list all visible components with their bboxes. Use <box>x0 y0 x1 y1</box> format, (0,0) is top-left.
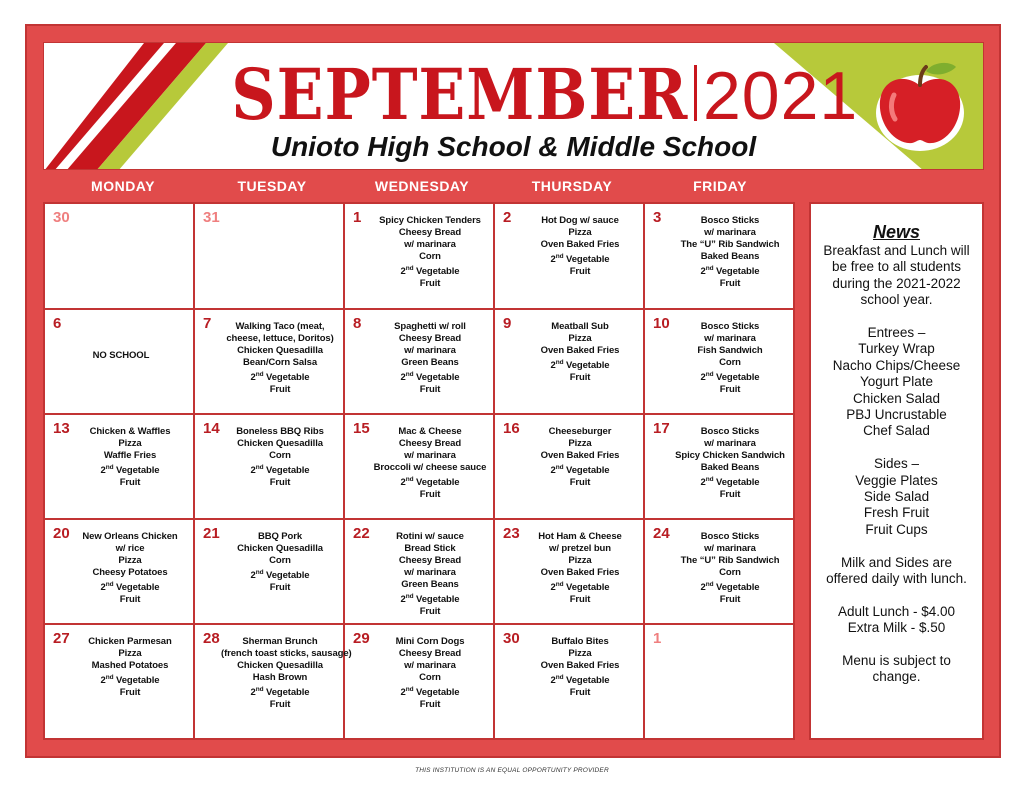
day-menu <box>521 636 639 699</box>
menu-item: Pizza <box>118 555 142 566</box>
menu-item: Fruit <box>419 699 441 711</box>
news-line: Side Salad <box>863 489 930 505</box>
menu-item: Corn <box>419 672 441 683</box>
news-line: Breakfast and Lunch will <box>823 243 970 258</box>
menu-item: 2nd Vegetable <box>550 674 610 687</box>
weekday-header-tuesday: TUESDAY <box>237 178 307 194</box>
menu-item: Fruit <box>569 372 591 384</box>
menu-item: Chicken Quesadilla <box>237 345 323 356</box>
menu-item: Bosco Sticks <box>700 215 760 226</box>
day-number: 7 <box>203 315 212 332</box>
menu-item: Corn <box>419 251 441 262</box>
menu-item: w/ marinara <box>404 450 456 461</box>
menu-item: NO SCHOOL <box>92 350 150 361</box>
menu-item: Cheesy Bread <box>398 648 462 659</box>
menu-item: Boneless BBQ Ribs <box>236 426 324 437</box>
menu-item: 2nd Vegetable <box>700 371 760 384</box>
menu-item: Pizza <box>568 227 592 238</box>
calendar-grid <box>43 202 795 740</box>
menu-item: Meatball Sub <box>551 321 609 332</box>
menu-item: Mashed Potatoes <box>91 660 169 671</box>
day-number: 1 <box>653 630 662 647</box>
day-cell <box>45 625 195 738</box>
menu-item: Hot Ham & Cheese <box>538 531 622 542</box>
news-panel <box>809 202 984 740</box>
menu-item: Fruit <box>419 384 441 396</box>
menu-item: 2nd Vegetable <box>400 371 460 384</box>
menu-item: 2nd Vegetable <box>100 581 160 594</box>
day-menu <box>521 531 639 606</box>
menu-item: Oven Baked Fries <box>540 660 620 671</box>
menu-item: Fruit <box>569 477 591 489</box>
day-number: 15 <box>353 420 370 437</box>
news-title: News <box>872 222 921 242</box>
menu-item: w/ marinara <box>404 345 456 356</box>
day-menu <box>671 531 789 606</box>
day-number: 22 <box>353 525 370 542</box>
menu-item: w/ marinara <box>404 660 456 671</box>
menu-item: 2nd Vegetable <box>100 464 160 477</box>
news-line: Menu is subject to <box>842 653 951 669</box>
menu-item: Walking Taco (meat, <box>235 321 325 332</box>
day-menu <box>371 215 489 290</box>
day-number: 30 <box>53 209 70 226</box>
day-menu <box>671 321 789 396</box>
menu-item: Chicken Quesadilla <box>237 438 323 449</box>
menu-item: Fruit <box>119 477 141 489</box>
menu-item: Green Beans <box>401 357 459 368</box>
apple-icon <box>864 55 974 155</box>
menu-item: Corn <box>719 567 741 578</box>
menu-item: Bosco Sticks <box>700 321 760 332</box>
news-line: Adult Lunch - $4.00 <box>837 603 956 619</box>
menu-item: 2nd Vegetable <box>250 464 310 477</box>
menu-item: Chicken Parmesan <box>88 636 172 647</box>
menu-item: Hash Brown <box>252 672 308 683</box>
menu-item: 2nd Vegetable <box>400 686 460 699</box>
news-line <box>815 440 978 456</box>
menu-item: Fruit <box>419 278 441 290</box>
news-line: Extra Milk - $.50 <box>847 620 946 636</box>
menu-item: Oven Baked Fries <box>540 345 620 356</box>
day-number: 3 <box>653 209 662 226</box>
weekday-header-thursday: THURSDAY <box>531 178 613 194</box>
menu-item: Pizza <box>568 438 592 449</box>
day-menu <box>221 321 339 396</box>
day-number: 23 <box>503 525 520 542</box>
news-line: offered daily with lunch. <box>826 571 967 587</box>
day-cell <box>195 625 352 738</box>
menu-item: Sherman Brunch <box>242 636 318 647</box>
day-menu <box>671 426 789 501</box>
day-menu <box>521 215 639 278</box>
day-number: 6 <box>53 315 62 332</box>
menu-item: Oven Baked Fries <box>540 239 620 250</box>
day-cell <box>495 204 645 310</box>
weekday-header-monday: MONDAY <box>91 178 155 194</box>
news-line: school year. <box>860 292 933 308</box>
day-number: 17 <box>653 420 670 437</box>
menu-item: Mini Corn Dogs <box>395 636 465 647</box>
menu-item: Fruit <box>569 594 591 606</box>
menu-item: Corn <box>269 450 291 461</box>
menu-item: Pizza <box>568 333 592 344</box>
menu-item: 2nd Vegetable <box>250 569 310 582</box>
menu-item: Bean/Corn Salsa <box>243 357 317 368</box>
day-menu <box>71 426 189 489</box>
menu-item: Fruit <box>119 594 141 606</box>
menu-item: Bread Stick <box>404 543 456 554</box>
menu-item: Fruit <box>569 266 591 278</box>
news-line: Fresh Fruit <box>863 505 930 521</box>
menu-item: w/ marinara <box>404 567 456 578</box>
day-number: 30 <box>503 630 520 647</box>
day-menu <box>221 531 339 594</box>
menu-item: Fruit <box>719 489 741 501</box>
menu-item: Baked Beans <box>700 251 760 262</box>
day-cell <box>195 204 345 310</box>
menu-item: Pizza <box>118 438 142 449</box>
day-menu <box>371 531 489 618</box>
menu-item: Waffle Fries <box>103 450 157 461</box>
menu-item: w/ marinara <box>704 333 756 344</box>
menu-item: 2nd Vegetable <box>250 686 310 699</box>
menu-item: Oven Baked Fries <box>540 567 620 578</box>
menu-item: Buffalo Bites <box>551 636 609 647</box>
day-cell <box>645 204 793 310</box>
title-year: 2021 <box>702 58 859 134</box>
day-number: 1 <box>353 209 362 226</box>
school-name: Unioto High School & Middle School <box>270 131 757 162</box>
menu-item: Spaghetti w/ roll <box>394 321 466 332</box>
day-cell <box>345 204 495 310</box>
day-menu <box>53 350 189 362</box>
menu-item: cheese, lettuce, Doritos) <box>226 333 334 344</box>
news-line: during the 2021-2022 <box>832 275 961 291</box>
page-title <box>44 53 983 136</box>
news-line: Veggie Plates <box>855 472 938 488</box>
menu-item: Spicy Chicken Tenders <box>379 215 481 226</box>
day-cell <box>45 415 195 520</box>
day-cell <box>495 625 645 738</box>
menu-item: 2nd Vegetable <box>700 265 760 278</box>
day-menu <box>371 426 489 501</box>
day-cell <box>495 415 645 520</box>
menu-item: The “U” Rib Sandwich <box>680 239 780 250</box>
menu-item: Cheesy Bread <box>398 555 462 566</box>
menu-item: BBQ Pork <box>257 531 303 542</box>
menu-item: Fruit <box>269 582 291 594</box>
menu-item: w/ marinara <box>704 227 756 238</box>
menu-item: The “U” Rib Sandwich <box>680 555 780 566</box>
news-line <box>815 309 978 325</box>
day-cell <box>195 520 345 625</box>
day-menu <box>371 321 489 396</box>
weekday-header-friday: FRIDAY <box>693 178 747 194</box>
menu-item: Chicken Quesadilla <box>237 660 323 671</box>
day-menu <box>221 426 339 489</box>
calendar-header <box>43 42 984 170</box>
menu-item: Mac & Cheese <box>398 426 462 437</box>
day-cell <box>45 204 195 310</box>
menu-item: 2nd Vegetable <box>550 464 610 477</box>
day-menu <box>521 321 639 384</box>
menu-item: Fruit <box>719 594 741 606</box>
menu-item: Green Beans <box>401 579 459 590</box>
menu-item: Broccoli w/ cheese sauce <box>373 462 487 473</box>
news-line: Sides – <box>873 456 920 472</box>
menu-item: w/ marinara <box>704 438 756 449</box>
day-cell <box>345 625 495 738</box>
menu-item: 2nd Vegetable <box>550 581 610 594</box>
news-line: change. <box>872 669 921 685</box>
day-number: 2 <box>503 209 512 226</box>
day-cell <box>645 520 793 625</box>
menu-item: 2nd Vegetable <box>700 581 760 594</box>
menu-item: w/ marinara <box>404 239 456 250</box>
day-number: 14 <box>203 420 220 437</box>
menu-item: Baked Beans <box>700 462 760 473</box>
menu-item: Oven Baked Fries <box>540 450 620 461</box>
day-cell <box>495 310 645 415</box>
menu-item: Pizza <box>568 648 592 659</box>
menu-item: Cheesy Bread <box>398 227 462 238</box>
menu-item: Fruit <box>419 606 441 618</box>
news-line: Yogurt Plate <box>859 374 934 390</box>
menu-item: 2nd Vegetable <box>400 265 460 278</box>
news-line: Fruit Cups <box>865 521 928 537</box>
menu-item: Chicken & Waffles <box>89 426 171 437</box>
day-cell <box>645 625 793 738</box>
day-number: 27 <box>53 630 70 647</box>
day-menu <box>71 636 189 699</box>
day-number: 10 <box>653 315 670 332</box>
news-line: Milk and Sides are <box>840 554 953 570</box>
menu-item: w/ pretzel bun <box>549 543 611 554</box>
menu-item: Fruit <box>119 687 141 699</box>
menu-item: 2nd Vegetable <box>550 253 610 266</box>
menu-item: Fruit <box>269 699 291 711</box>
menu-item: Pizza <box>118 648 142 659</box>
menu-item: 2nd Vegetable <box>400 476 460 489</box>
day-cell <box>345 415 495 520</box>
news-line: be free to all students <box>831 259 962 275</box>
title-divider <box>694 65 697 121</box>
news-line <box>815 538 978 554</box>
menu-item: w/ marinara <box>704 543 756 554</box>
day-number: 20 <box>53 525 70 542</box>
day-menu <box>671 215 789 290</box>
menu-item: (french toast sticks, sausage) <box>221 648 352 659</box>
day-cell <box>45 520 195 625</box>
footer-notice: THIS INSTITUTION IS AN EQUAL OPPORTUNITY PROVIDER <box>415 767 609 774</box>
news-line: Turkey Wrap <box>858 341 935 357</box>
day-number: 13 <box>53 420 70 437</box>
weekday-header-wednesday: WEDNESDAY <box>374 178 470 194</box>
menu-item: Chicken Quesadilla <box>237 543 323 554</box>
day-menu <box>71 531 189 606</box>
menu-item: 2nd Vegetable <box>250 371 310 384</box>
day-cell <box>45 310 195 415</box>
day-number: 9 <box>503 315 512 332</box>
news-line <box>815 587 978 603</box>
menu-item: Cheesy Bread <box>398 438 462 449</box>
menu-item: Rotini w/ sauce <box>396 531 464 542</box>
news-line <box>815 637 978 653</box>
day-number: 29 <box>353 630 370 647</box>
menu-item: Fruit <box>719 384 741 396</box>
menu-item: New Orleans Chicken <box>82 531 178 542</box>
day-cell <box>195 415 345 520</box>
menu-item: Corn <box>719 357 741 368</box>
day-cell <box>645 415 793 520</box>
menu-item: Bosco Sticks <box>700 426 760 437</box>
day-cell <box>495 520 645 625</box>
day-number: 24 <box>653 525 670 542</box>
menu-item: Pizza <box>568 555 592 566</box>
day-number: 16 <box>503 420 520 437</box>
day-menu <box>371 636 489 711</box>
menu-item: 2nd Vegetable <box>100 674 160 687</box>
day-cell <box>345 520 495 625</box>
menu-item: 2nd Vegetable <box>700 476 760 489</box>
menu-item: w/ rice <box>115 543 145 554</box>
menu-item: Spicy Chicken Sandwich <box>675 450 785 461</box>
menu-item: Fruit <box>269 384 291 396</box>
day-cell <box>645 310 793 415</box>
day-cell <box>195 310 345 415</box>
day-number: 21 <box>203 525 220 542</box>
news-line: PBJ Uncrustable <box>846 407 947 423</box>
news-line: Chicken Salad <box>852 390 941 406</box>
day-menu <box>221 636 352 711</box>
news-body <box>811 243 982 686</box>
menu-item: Fruit <box>719 278 741 290</box>
day-number: 28 <box>203 630 220 647</box>
news-line: Entrees – <box>867 325 926 341</box>
day-cell <box>345 310 495 415</box>
menu-item: Cheesy Potatoes <box>92 567 168 578</box>
day-menu <box>521 426 639 489</box>
menu-item: Fish Sandwich <box>697 345 763 356</box>
menu-item: Fruit <box>269 477 291 489</box>
title-month: SEPTEMBER <box>231 53 688 136</box>
menu-item: Fruit <box>419 489 441 501</box>
news-line: Nacho Chips/Cheese <box>832 357 961 373</box>
menu-item: Cheesy Bread <box>398 333 462 344</box>
menu-item: Hot Dog w/ sauce <box>541 215 619 226</box>
news-line: Chef Salad <box>863 423 930 439</box>
menu-item: Bosco Sticks <box>700 531 760 542</box>
menu-item: Corn <box>269 555 291 566</box>
day-number: 31 <box>203 209 220 226</box>
menu-item: 2nd Vegetable <box>400 593 460 606</box>
day-number: 8 <box>353 315 362 332</box>
menu-item: Fruit <box>569 687 591 699</box>
menu-item: Cheeseburger <box>548 426 612 437</box>
menu-item: 2nd Vegetable <box>550 359 610 372</box>
